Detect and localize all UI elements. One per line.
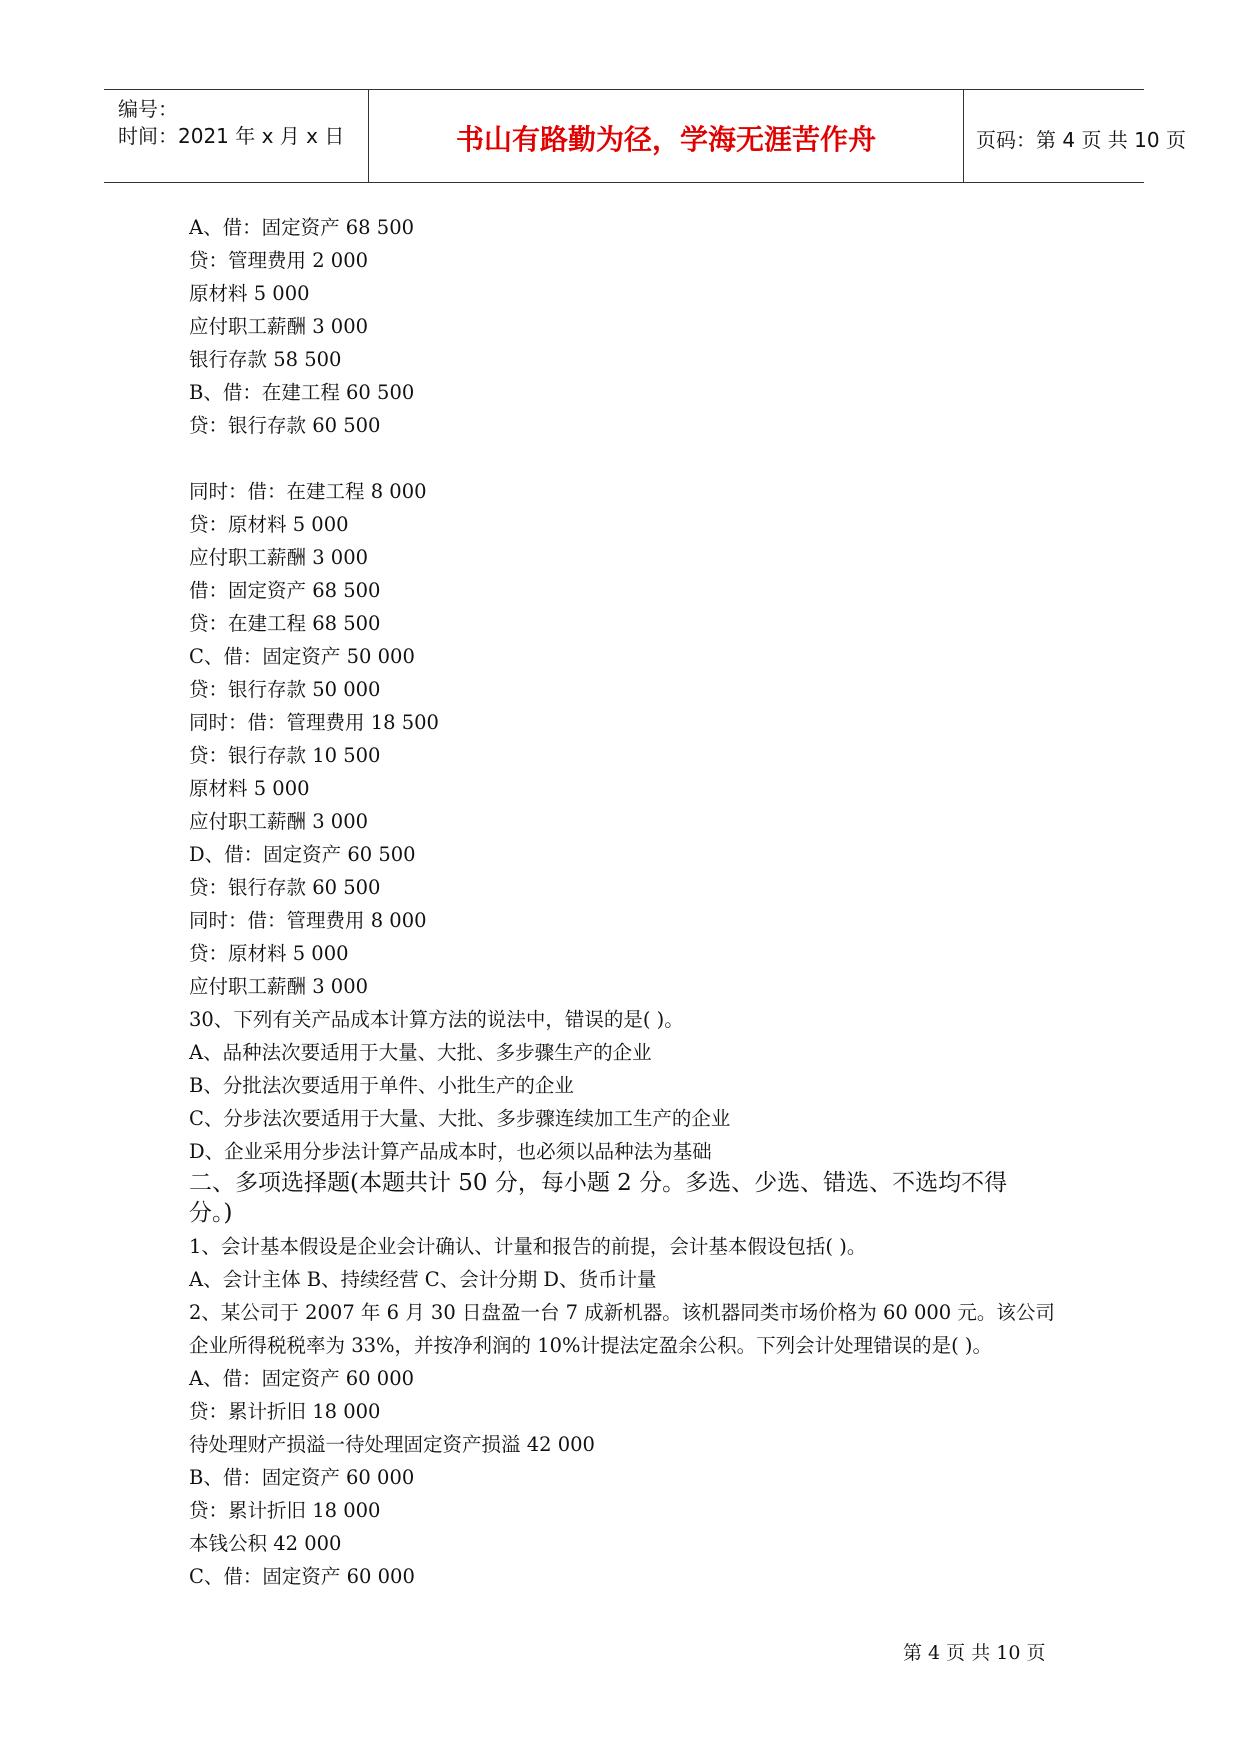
text-line: B、借：固定资产 60 000 [189, 1466, 415, 1489]
text-line: 贷：累计折旧 18 000 [189, 1400, 381, 1423]
option-line: A、会计主体 B、持续经营 C、会计分期 D、货币计量 [189, 1268, 657, 1291]
text-line: D、借：固定资产 60 500 [189, 843, 416, 866]
option-line: A、品种法次要适用于大量、大批、多步骤生产的企业 [189, 1041, 652, 1064]
text-line: 应付职工薪酬 3 000 [189, 546, 369, 569]
text-line: 贷：银行存款 50 000 [189, 678, 381, 701]
text-line: 待处理财产损溢一待处理固定资产损溢 42 000 [189, 1433, 595, 1456]
header-motto-cell [369, 90, 964, 182]
question-line: 30、下列有关产品成本计算方法的说法中，错误的是( )。 [189, 1008, 684, 1031]
text-line: 贷：管理费用 2 000 [189, 249, 369, 272]
option-line: B、分批法次要适用于单件、小批生产的企业 [189, 1074, 574, 1097]
option-line: C、分步法次要适用于大量、大批、多步骤连续加工生产的企业 [189, 1107, 731, 1130]
section-heading: 二、多项选择题(本题共计 50 分，每小题 2 分。多选、少选、错选、不选均不得 [189, 1170, 1008, 1196]
header-left-cell [104, 90, 369, 182]
header-right-cell [964, 90, 1186, 182]
text-line: 应付职工薪酬 3 000 [189, 810, 369, 833]
text-line: C、借：固定资产 50 000 [189, 645, 415, 668]
section-heading-cont: 分。) [189, 1200, 233, 1226]
text-line: 银行存款 58 500 [189, 348, 342, 371]
blank-line [189, 442, 1069, 475]
text-line: 贷：原材料 5 000 [189, 513, 349, 536]
number-label: 编号： [118, 97, 178, 121]
text-line: 贷：累计折旧 18 000 [189, 1499, 381, 1522]
text-line: 原材料 5 000 [189, 282, 310, 305]
header-motto: 书山有路勤为径，学海无涯苦作舟 [455, 123, 876, 156]
text-line: 同时：借：在建工程 8 000 [189, 480, 427, 503]
text-line: 贷：银行存款 10 500 [189, 744, 381, 767]
header-page-info: 页码：第 4 页 共 10 页 [976, 128, 1186, 152]
text-line: A、借：固定资产 68 500 [189, 216, 415, 239]
text-line: 本钱公积 42 000 [189, 1532, 342, 1555]
text-line: C、借：固定资产 60 000 [189, 1565, 415, 1588]
page-footer: 第 4 页 共 10 页 [903, 1642, 1046, 1664]
text-line: 贷：原材料 5 000 [189, 942, 349, 965]
question-line: 企业所得税税率为 33%，并按净利润的 10%计提法定盈余公积。下列会计处理错误的是( )。 [189, 1334, 992, 1357]
option-line: D、企业采用分步法计算产品成本时，也必须以品种法为基础 [189, 1140, 712, 1163]
text-line: A、借：固定资产 60 000 [189, 1367, 415, 1390]
text-line: 同时：借：管理费用 18 500 [189, 711, 439, 734]
text-line: 原材料 5 000 [189, 777, 310, 800]
text-line: 同时：借：管理费用 8 000 [189, 909, 427, 932]
text-line: 应付职工薪酬 3 000 [189, 975, 369, 998]
text-line: 贷：银行存款 60 500 [189, 414, 381, 437]
question-line: 1、会计基本假设是企业会计确认、计量和报告的前提，会计基本假设包括( )。 [189, 1235, 867, 1258]
text-line: B、借：在建工程 60 500 [189, 381, 415, 404]
document-body [189, 211, 1069, 1593]
time-label: 时间：2021 年 x 月 x 日 [118, 124, 345, 148]
question-line: 2、某公司于 2007 年 6 月 30 日盘盈一台 7 成新机器。该机器同类市场价格为 60 000 元。该公司 [189, 1301, 1055, 1324]
page-header [104, 89, 1186, 183]
text-line: 借：固定资产 68 500 [189, 579, 381, 602]
text-line: 贷：银行存款 60 500 [189, 876, 381, 899]
text-line: 贷：在建工程 68 500 [189, 612, 381, 635]
text-line: 应付职工薪酬 3 000 [189, 315, 369, 338]
